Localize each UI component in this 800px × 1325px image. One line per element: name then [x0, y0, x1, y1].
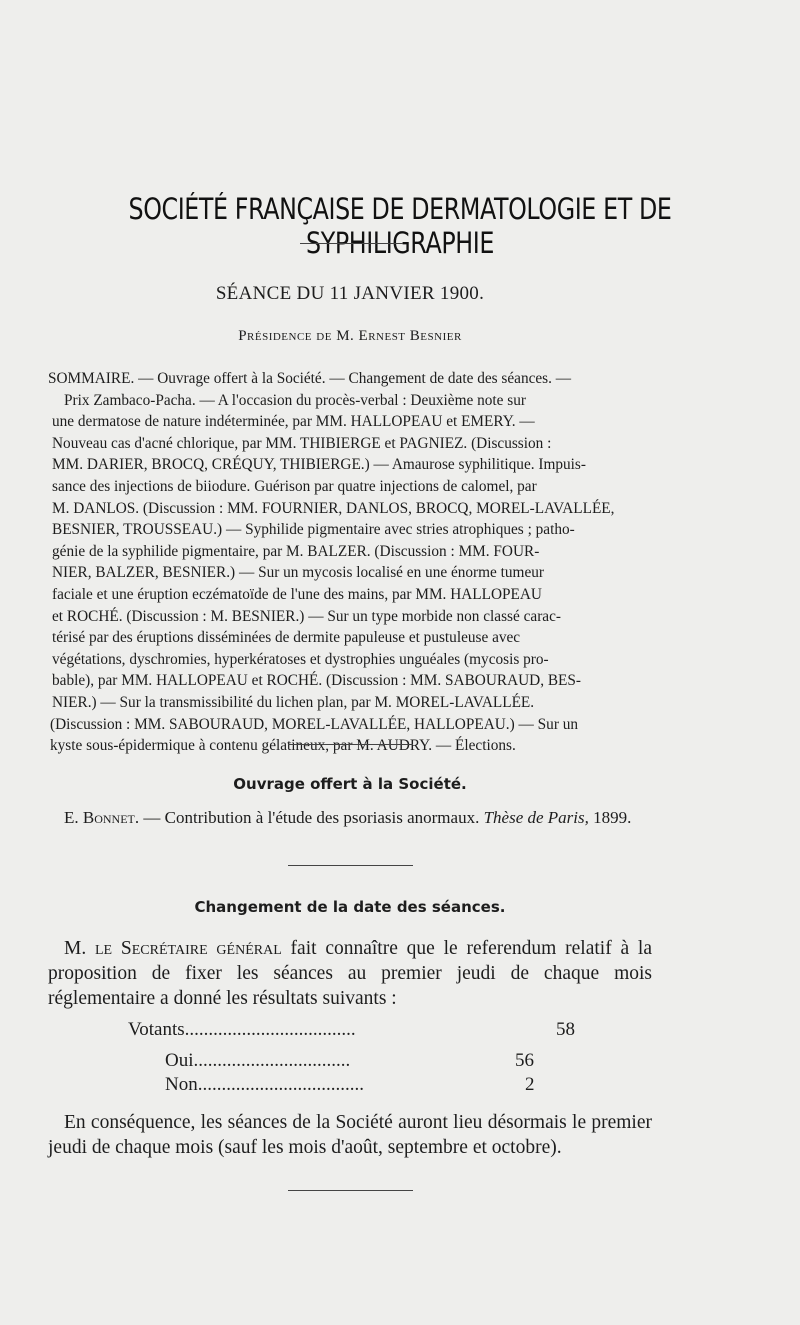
ouvrage-thesis: Thèse de Paris,	[479, 808, 589, 827]
summary-line: kyste sous-épidermique à contenu gélatineux, par M. AUDRY. — Élections.	[50, 737, 516, 755]
summary-line: NIER.) — Sur la transmissibilité du lichen plan, par M. MOREL-LAVALLÉE.	[52, 693, 535, 711]
vote-value: 2	[525, 1074, 535, 1095]
vote-row-oui	[165, 1050, 565, 1076]
referendum-text: fait connaître que le referendum relatif à la proposition de fixer les séances au premier jeudi de chaque mois réglementaire a donné les résultats suivants :	[48, 938, 653, 1009]
vote-label: Oui.................................	[165, 1050, 351, 1071]
secretary-general: M. le Secrétaire général	[64, 938, 282, 959]
vote-row-votants	[128, 1019, 588, 1045]
summary-line: bable), par MM. HALLOPEAU et ROCHÉ. (Discussion : MM. SABOURAUD, BES-	[52, 672, 582, 690]
ouvrage-year: 1899.	[588, 808, 632, 827]
summary-line: Prix Zambaco-Pacha. — A l'occasion du procès-verbal : Deuxième note sur	[64, 391, 526, 409]
summary-line: et ROCHÉ. (Discussion : M. BESNIER.) — Sur un type morbide non classé carac-	[52, 607, 561, 625]
presidency-line: Présidence de M. Ernest Besnier	[238, 328, 462, 344]
vote-value: 56	[515, 1050, 534, 1071]
conclusion-paragraph: En conséquence, les séances de la Société auront lieu désormais le premier jeudi de chaque mois (sauf les mois d'août, septembre et octobre).	[48, 1112, 652, 1158]
summary-line: MM. DARIER, BROCQ, CRÉQUY, THIBIERGE.) — Amaurose syphilitique. Impuis-	[52, 456, 586, 474]
summary-line: génie de la syphilide pigmentaire, par M. BALZER. (Discussion : MM. FOUR-	[52, 542, 540, 560]
section-heading-changement: Changement de la date des séances.	[194, 898, 506, 916]
summary-line: NIER, BALZER, BESNIER.) — Sur un mycosis localisé en une énorme tumeur	[52, 564, 544, 582]
summary-line: térisé par des éruptions disséminées de dermite papuleuse et pustuleuse avec	[52, 629, 521, 647]
society-title: SOCIÉTÉ FRANÇAISE DE DERMATOLOGIE ET DE SYPHILIGRAPHIE	[128, 192, 672, 260]
referendum-paragraph	[48, 936, 652, 1011]
summary-line: faciale et une éruption eczématoïde de l'une des mains, par MM. HALLOPEAU	[52, 585, 542, 603]
summary-block	[48, 368, 652, 757]
vote-value: 58	[556, 1019, 575, 1040]
vote-row-non	[165, 1074, 565, 1100]
summary-line: sance des injections de biiodure. Guérison par quatre injections de calomel, par	[52, 477, 537, 495]
section-heading-ouvrage: Ouvrage offert à la Société.	[233, 775, 467, 793]
summary-line: une dermatose de nature indéterminée, par MM. HALLOPEAU et EMERY. —	[52, 413, 535, 431]
session-date: SÉANCE DU 11 JANVIER 1900.	[215, 283, 485, 304]
ouvrage-author: E. Bonnet. —	[64, 808, 161, 827]
summary-rule	[288, 744, 413, 745]
bottom-rule	[288, 1190, 413, 1191]
summary-line: BESNIER, TROUSSEAU.) — Syphilide pigmentaire avec stries atrophiques ; patho-	[52, 521, 575, 539]
ouvrage-title: Contribution à l'étude des psoriasis anormaux.	[160, 808, 480, 827]
vote-label: Votants....................................	[128, 1019, 356, 1040]
section1-rule	[288, 865, 413, 866]
summary-line: végétations, dyschromies, hyperkératoses et dystrophies unguéales (mycosis pro-	[52, 650, 549, 668]
vote-label: Non...................................	[165, 1074, 364, 1095]
summary-line: (Discussion : MM. SABOURAUD, MOREL-LAVALLÉE, HALLOPEAU.) — Sur un	[50, 715, 579, 733]
title-rule	[300, 243, 403, 244]
ouvrage-entry	[48, 806, 652, 830]
summary-line: M. DANLOS. (Discussion : MM. FOURNIER, DANLOS, BROCQ, MOREL-LAVALLÉE,	[52, 499, 615, 517]
summary-line: Nouveau cas d'acné chlorique, par MM. THIBIERGE et PAGNIEZ. (Discussion :	[52, 434, 552, 452]
summary-line: SOMMAIRE. — Ouvrage offert à la Société. — Changement de date des séances. —	[48, 370, 572, 387]
